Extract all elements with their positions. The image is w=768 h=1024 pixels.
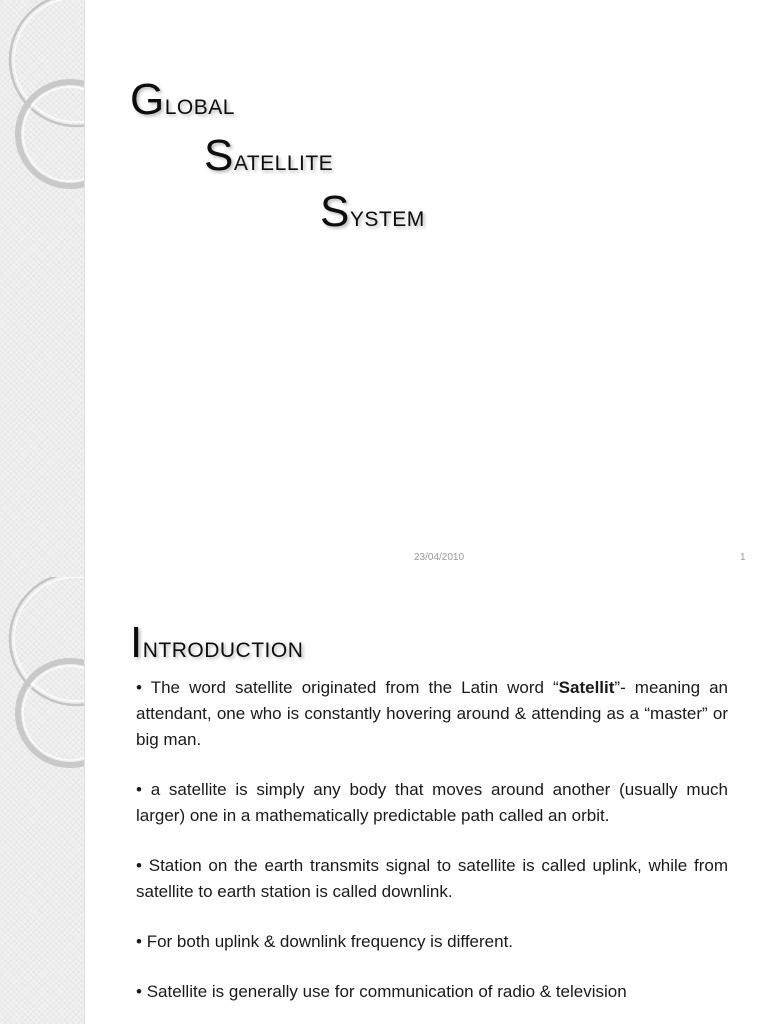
bullet-list [136, 675, 728, 1024]
slide-date: 23/04/2010 [414, 552, 465, 563]
slide-sidebar-decoration [0, 0, 85, 577]
bullet-marker: • [136, 932, 142, 951]
bullet-text: ”- meaning an attendant, one who is constantly hovering around & attending as a “master” or big man. [136, 678, 728, 749]
bullet-marker: • [136, 678, 142, 697]
section-title: Introduction [130, 618, 304, 667]
bullet-bold-term: Satellit [558, 678, 615, 697]
bullet-text: Station on the earth transmits signal to satellite is called uplink, while from satellite to earth station is called downlink. [136, 856, 728, 901]
introduction-slide [0, 577, 768, 1024]
ring-decoration [0, 0, 84, 577]
slide-sidebar-decoration [0, 577, 85, 1024]
bullet-marker: • [136, 780, 142, 799]
bullet-item [136, 853, 728, 905]
bullet-item [136, 979, 728, 1005]
bullet-text: For both uplink & downlink frequency is different. [146, 932, 514, 951]
bullet-marker: • [136, 982, 142, 1001]
bullet-text: Satellite is generally use for communication of radio & television [146, 982, 627, 1001]
bullet-marker: • [136, 856, 142, 875]
title-line-system: System [320, 187, 425, 236]
bullet-item [136, 675, 728, 753]
bullet-item [136, 777, 728, 829]
bullet-item [136, 929, 728, 955]
page-number: 1 [740, 552, 746, 563]
ring-decoration [0, 577, 84, 1024]
bullet-text: The word satellite originated from the Latin word “ [150, 678, 559, 697]
title-line-global: Global [130, 75, 235, 124]
title-line-satellite: Satellite [204, 131, 334, 180]
bullet-text: a satellite is simply any body that moves around another (usually much larger) one in a mathematically predictable path called an orbit. [136, 780, 728, 825]
